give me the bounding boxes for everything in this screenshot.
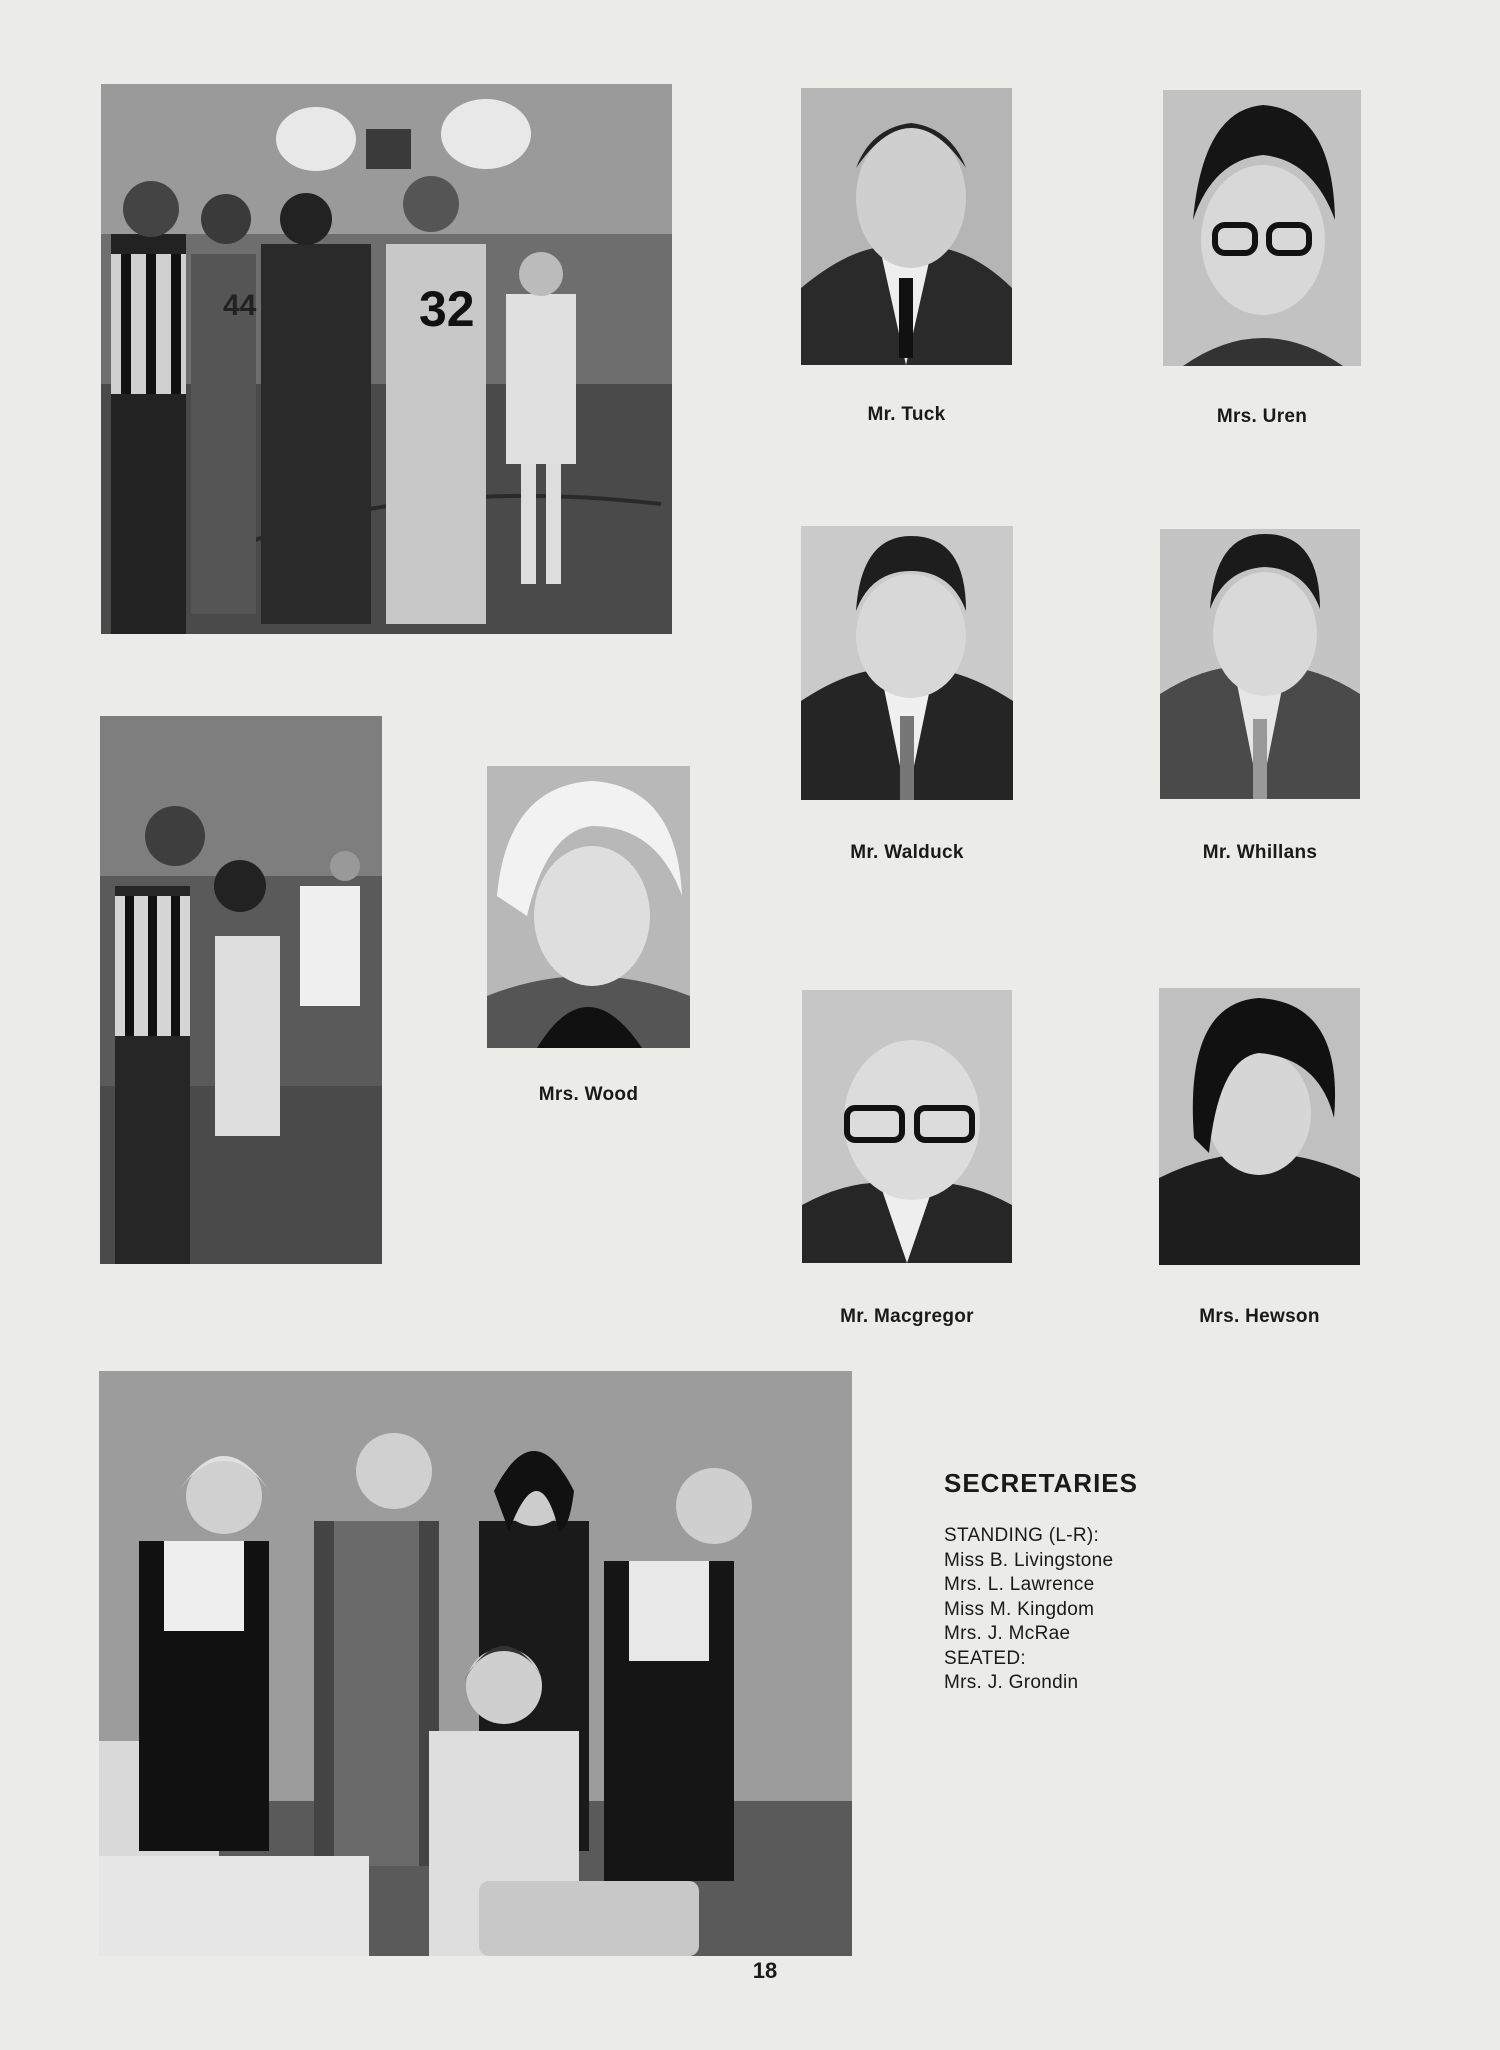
jersey-number-44: 44 [223,289,257,322]
secretaries-line: Mrs. J. McRae [944,1623,1071,1644]
staff-name-mr-whillans: Mr. Whillans [1202,842,1318,863]
secretaries-line: Mrs. L. Lawrence [944,1574,1095,1595]
secretaries-title: SECRETARIES [944,1468,1138,1498]
staff-name-mr-walduck: Mr. Walduck [850,842,964,863]
secretaries-line: Miss B. Livingstone [944,1549,1114,1571]
secretaries-line: Miss M. Kingdom [944,1598,1095,1620]
page-number: 18 [752,1958,778,1983]
jersey-number-32: 32 [419,281,475,337]
portrait-mr-macgregor [802,990,1012,1263]
staff-name-mrs-wood: Mrs. Wood [538,1084,639,1105]
secretaries-group-photo [99,1371,852,1956]
secretaries-line: STANDING (L-R): [944,1525,1100,1546]
portrait-mr-walduck [801,526,1013,800]
basketball-game-photo [101,84,672,634]
staff-name-mrs-hewson: Mrs. Hewson [1199,1306,1320,1327]
staff-name-mr-tuck: Mr. Tuck [867,404,946,425]
portrait-mr-tuck [801,88,1012,365]
portrait-mrs-wood [487,766,690,1048]
portrait-mrs-hewson [1159,988,1360,1265]
referee-players-photo [100,716,382,1264]
portrait-mrs-uren [1163,90,1361,366]
secretaries-line: Mrs. J. Grondin [944,1672,1079,1693]
portrait-mr-whillans [1160,529,1360,799]
secretaries-line: SEATED: [944,1647,1026,1669]
staff-name-mrs-uren: Mrs. Uren [1216,406,1308,427]
staff-name-mr-macgregor: Mr. Macgregor [840,1306,974,1327]
secretaries-list [944,1524,1113,1696]
